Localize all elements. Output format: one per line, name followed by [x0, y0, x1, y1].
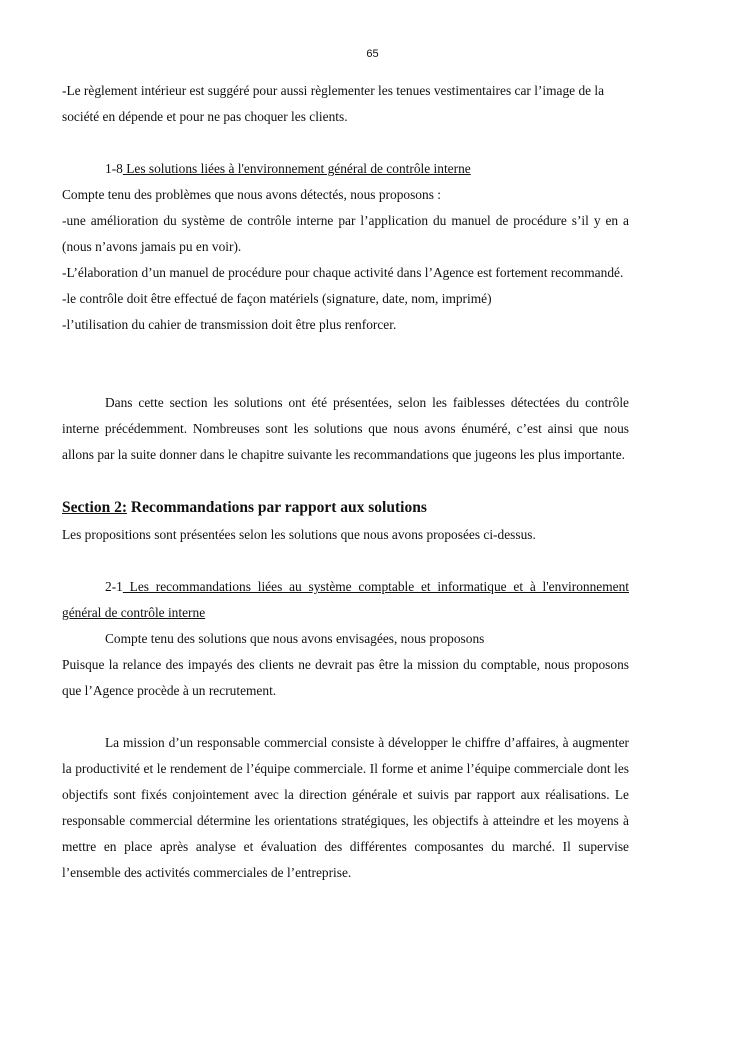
- heading-1-8: [62, 156, 629, 182]
- paragraph-intro-proposals: Compte tenu des problèmes que nous avons détectés, nous proposons :: [62, 187, 441, 202]
- paragraph-proposal-2: -L’élaboration d’un manuel de procédure pour chaque activité dans l’Agence est fortement recommandé.: [62, 265, 624, 280]
- paragraph-proposal-1: -une amélioration du système de contrôle interne par l’application du manuel de procédure s’il y en a (nous n’avons jamais pu en voir).: [62, 213, 629, 254]
- paragraph-proposal-4: -l’utilisation du cahier de transmission doit être plus renforcer.: [62, 317, 397, 332]
- paragraph-solutions-intro: Compte tenu des solutions que nous avons envisagées, nous proposons: [105, 631, 485, 646]
- page-number: 65: [366, 48, 379, 60]
- paragraph-commercial-manager: La mission d’un responsable commercial consiste à développer le chiffre d’affaires, à augmenter la productivité et le rendement de l’équipe commerciale. Il forme et anime l’équipe commerciale dont les objectifs sont fixés conjointement avec la direction générale et suivis par rapport aux réalisations. Le responsable commercial détermine les orientations stratégiques, les objectifs à atteindre et les moyens à mettre en place après analyse et évaluation des différentes composantes du marché. Il supervise l’ensemble des activités commerciales de l’entreprise.: [62, 735, 629, 880]
- heading-2-1-title: Les recommandations liées au système comptable et informatique et à l'environnement général de contrôle interne: [62, 579, 629, 620]
- paragraph-dress-code: -Le règlement intérieur est suggéré pour aussi règlementer les tenues vestimentaires car l’image de la société en dépende et pour ne pas choquer les clients.: [62, 83, 605, 124]
- heading-2-1: [62, 574, 629, 626]
- paragraph-section-summary: Dans cette section les solutions ont été présentées, selon les faiblesses détectées du contrôle interne précédemment. Nombreuses sont les solutions que nous avons énuméré, c’est ainsi que nous allons par la suite donner dans le chapitre suivante les recommandations que jugeons les plus importante.: [62, 395, 629, 462]
- heading-1-8-title: Les solutions liées à l'environnement général de contrôle interne: [122, 161, 471, 176]
- section-2-heading-text: Recommandations par rapport aux solutions: [127, 499, 427, 516]
- section-2-label: Section 2:: [62, 499, 128, 516]
- section-2-title: [62, 494, 629, 522]
- paragraph-recruitment: Puisque la relance des impayés des clients ne devrait pas être la mission du comptable, nous proposons que l’Agence procède à un recrutement.: [62, 657, 629, 698]
- heading-1-8-number: 1-8: [105, 161, 123, 176]
- paragraph-propositions: Les propositions sont présentées selon les solutions que nous avons proposées ci-dessus.: [62, 527, 536, 542]
- paragraph-proposal-3: -le contrôle doit être effectué de façon matériels (signature, date, nom, imprimé): [62, 291, 492, 306]
- heading-2-1-number: 2-1: [105, 579, 123, 594]
- document-body: [62, 78, 629, 886]
